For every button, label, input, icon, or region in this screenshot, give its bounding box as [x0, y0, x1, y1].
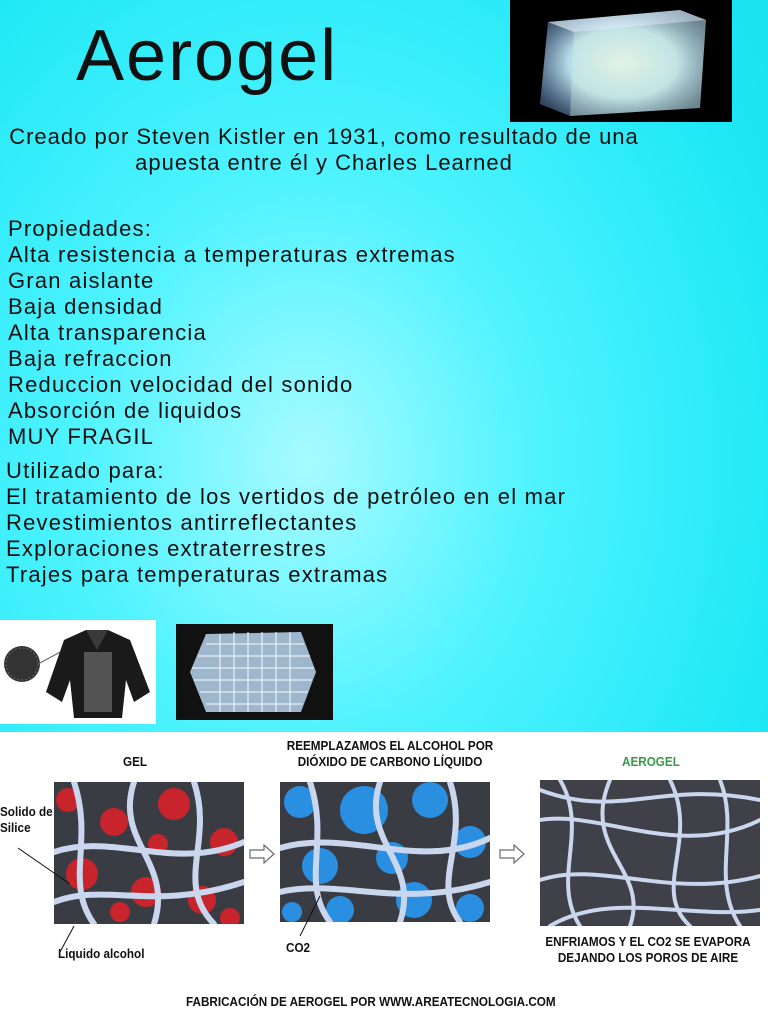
page-title: Aerogel: [76, 16, 339, 96]
aerogel-label: AEROGEL: [622, 754, 680, 769]
annotation-line: [296, 892, 326, 938]
step2-label: REEMPLAZAMOS EL ALCOHOL POR DIÓXIDO DE CARBONO LÍQUIDO: [286, 738, 494, 769]
aerogel-panel-photo: [176, 624, 333, 720]
aerogel-cube-photo: [510, 0, 732, 122]
aerogel-panel: [540, 780, 760, 926]
liquid-alcohol-label: Liquido alcohol: [58, 946, 145, 961]
evaporation-label: ENFRIAMOS Y EL CO2 SE EVAPORA DEJANDO LOS POROS DE AIRE: [545, 934, 751, 965]
arrow-right-icon: [498, 844, 526, 864]
use-item: Exploraciones extraterrestres: [6, 536, 327, 561]
property-item: Gran aislante: [8, 268, 155, 293]
co2-label: CO2: [286, 940, 311, 955]
uses-list: [6, 458, 566, 588]
properties-list: [8, 216, 456, 450]
aerogel-fabrication-diagram: [0, 732, 768, 1024]
arrow-right-icon: [248, 844, 276, 864]
property-item: Absorción de liquidos: [8, 398, 243, 423]
uses-heading: Utilizado para:: [6, 458, 165, 483]
gel-panel: [54, 782, 244, 924]
property-item: Reduccion velocidad del sonido: [8, 372, 354, 397]
property-item: Alta transparencia: [8, 320, 207, 345]
gel-label: GEL: [123, 754, 148, 769]
property-item: MUY FRAGIL: [8, 424, 155, 449]
use-item: Revestimientos antirreflectantes: [6, 510, 358, 535]
diagram-caption: FABRICACIÓN DE AEROGEL POR WWW.AREATECNOLOGIA.COM: [186, 994, 556, 1009]
solid-silica-label: Solido de Silice: [0, 804, 53, 835]
property-item: Baja densidad: [8, 294, 164, 319]
intro-text: Creado por Steven Kistler en 1931, como resultado de una apuesta entre él y Charles Learned: [9, 124, 639, 175]
use-item: El tratamiento de los vertidos de petróleo en el mar: [6, 484, 567, 509]
insulated-jacket-photo: [0, 620, 156, 724]
use-item: Trajes para temperaturas extramas: [6, 562, 389, 587]
properties-heading: Propiedades:: [8, 216, 153, 241]
annotation-lines: [18, 844, 78, 956]
property-item: Alta resistencia a temperaturas extremas: [8, 242, 456, 267]
property-item: Baja refraccion: [8, 346, 173, 371]
